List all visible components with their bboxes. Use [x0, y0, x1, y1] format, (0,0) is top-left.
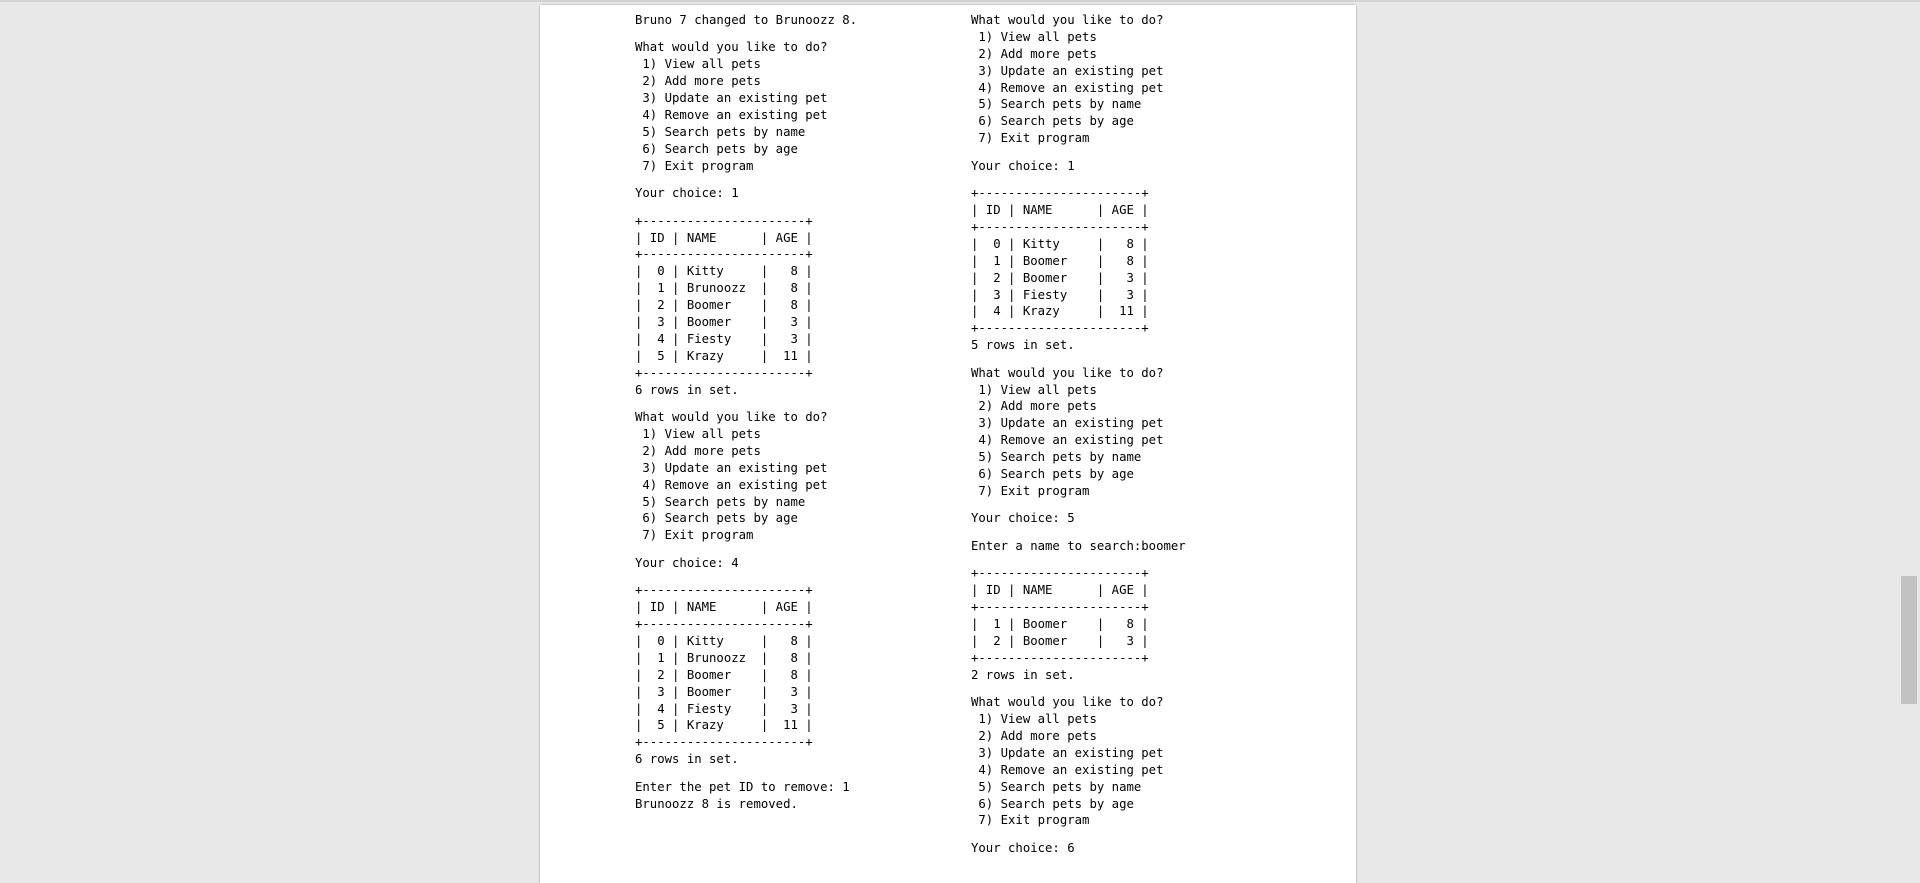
- document-page: [540, 5, 1356, 883]
- blank-line: [635, 544, 857, 555]
- text-line: 6 rows in set.: [635, 752, 739, 767]
- blank-line: [635, 768, 857, 779]
- text-line: 7) Exit program: [971, 483, 1090, 498]
- text-line: +----------------------+: [635, 247, 813, 262]
- text-line: +----------------------+: [971, 321, 1149, 336]
- text-line: +----------------------+: [971, 600, 1149, 615]
- text-line: 2) Add more pets: [971, 46, 1097, 61]
- blank-line: [971, 829, 1186, 840]
- text-line: What would you like to do?: [971, 13, 1164, 27]
- text-line: | 4 | Fiesty | 3 |: [635, 701, 813, 716]
- text-line: 4) Remove an existing pet: [635, 477, 828, 492]
- text-line: +----------------------+: [971, 650, 1149, 665]
- text-line: | 2 | Boomer | 3 |: [971, 270, 1149, 285]
- text-line: | 2 | Boomer | 8 |: [635, 667, 813, 682]
- blank-line: [971, 354, 1186, 365]
- text-line: 4) Remove an existing pet: [971, 433, 1164, 448]
- text-line: Enter the pet ID to remove: 1: [635, 779, 850, 794]
- text-line: Bruno 7 changed to Brunoozz 8.: [635, 13, 858, 27]
- text-line: 5) Search pets by name: [971, 779, 1142, 794]
- blank-line: [635, 398, 857, 409]
- text-line: | 0 | Kitty | 8 |: [635, 633, 813, 648]
- text-line: 3) Update an existing pet: [971, 416, 1164, 431]
- text-line: 7) Exit program: [635, 158, 754, 173]
- text-line: | 5 | Krazy | 11 |: [635, 718, 813, 733]
- text-line: Your choice: 5: [971, 511, 1075, 526]
- text-line: 5) Search pets by name: [971, 450, 1142, 465]
- text-line: | ID | NAME | AGE |: [971, 203, 1149, 218]
- text-line: 6) Search pets by age: [635, 511, 798, 526]
- text-line: +----------------------+: [635, 617, 813, 632]
- text-line: Your choice: 6: [971, 840, 1075, 855]
- blank-line: [971, 500, 1186, 511]
- text-line: | 1 | Boomer | 8 |: [971, 617, 1149, 632]
- blank-line: [635, 175, 857, 186]
- blank-line: [635, 29, 857, 40]
- left-text-column: [635, 12, 857, 812]
- text-line: 3) Update an existing pet: [635, 91, 828, 106]
- blank-line: [971, 175, 1186, 186]
- blank-line: [971, 147, 1186, 158]
- blank-line: [971, 527, 1186, 538]
- text-line: 6) Search pets by age: [971, 796, 1134, 811]
- text-line: | 1 | Brunoozz | 8 |: [635, 281, 813, 296]
- text-line: | 5 | Krazy | 11 |: [635, 348, 813, 363]
- text-line: 7) Exit program: [971, 131, 1090, 146]
- text-line: 5 rows in set.: [971, 338, 1075, 353]
- text-line: 7) Exit program: [971, 813, 1090, 828]
- text-line: What would you like to do?: [971, 365, 1164, 380]
- text-line: | ID | NAME | AGE |: [971, 583, 1149, 598]
- blank-line: [971, 684, 1186, 695]
- text-line: 4) Remove an existing pet: [635, 108, 828, 123]
- right-text-column: [971, 12, 1186, 857]
- text-line: 4) Remove an existing pet: [971, 762, 1164, 777]
- text-line: +----------------------+: [635, 735, 813, 750]
- text-line: 7) Exit program: [635, 528, 754, 543]
- text-line: 1) View all pets: [971, 29, 1097, 44]
- scrollbar-thumb[interactable]: [1901, 576, 1917, 704]
- text-line: Your choice: 4: [635, 555, 739, 570]
- text-line: | 4 | Fiesty | 3 |: [635, 331, 813, 346]
- text-line: 2) Add more pets: [635, 74, 761, 89]
- text-line: 4) Remove an existing pet: [971, 80, 1164, 95]
- text-line: | 2 | Boomer | 8 |: [635, 298, 813, 313]
- text-line: +----------------------+: [971, 219, 1149, 234]
- text-line: | 0 | Kitty | 8 |: [635, 264, 813, 279]
- text-line: 1) View all pets: [971, 382, 1097, 397]
- text-line: Enter a name to search:boomer: [971, 538, 1186, 553]
- text-line: What would you like to do?: [635, 40, 828, 55]
- text-line: | 3 | Fiesty | 3 |: [971, 287, 1149, 302]
- text-line: | 1 | Brunoozz | 8 |: [635, 650, 813, 665]
- text-line: | 2 | Boomer | 3 |: [971, 633, 1149, 648]
- text-line: 2) Add more pets: [971, 399, 1097, 414]
- text-line: 3) Update an existing pet: [635, 460, 828, 475]
- text-line: | 0 | Kitty | 8 |: [971, 236, 1149, 251]
- text-line: +----------------------+: [971, 186, 1149, 201]
- text-line: 5) Search pets by name: [635, 494, 806, 509]
- text-line: 2) Add more pets: [971, 729, 1097, 743]
- text-line: 3) Update an existing pet: [971, 745, 1164, 760]
- text-line: | 3 | Boomer | 3 |: [635, 315, 813, 330]
- text-line: Brunoozz 8 is removed.: [635, 796, 798, 811]
- text-line: 6) Search pets by age: [971, 114, 1134, 129]
- blank-line: [635, 572, 857, 583]
- text-line: 6) Search pets by age: [971, 467, 1134, 482]
- text-line: +----------------------+: [635, 583, 813, 598]
- text-line: What would you like to do?: [635, 410, 828, 425]
- text-line: Your choice: 1: [971, 158, 1075, 173]
- text-line: 1) View all pets: [635, 57, 761, 72]
- text-line: Your choice: 1: [635, 186, 739, 201]
- text-line: 3) Update an existing pet: [971, 63, 1164, 78]
- vertical-scrollbar[interactable]: [1898, 2, 1920, 883]
- blank-line: [635, 202, 857, 213]
- text-line: +----------------------+: [971, 566, 1149, 581]
- text-line: 2) Add more pets: [635, 443, 761, 458]
- text-line: 1) View all pets: [635, 426, 761, 441]
- blank-line: [971, 555, 1186, 566]
- text-line: | ID | NAME | AGE |: [635, 230, 813, 245]
- text-line: | 1 | Boomer | 8 |: [971, 253, 1149, 268]
- text-line: 5) Search pets by name: [971, 97, 1142, 112]
- text-line: | ID | NAME | AGE |: [635, 600, 813, 615]
- text-line: +----------------------+: [635, 213, 813, 228]
- text-line: 5) Search pets by name: [635, 124, 806, 139]
- text-line: +----------------------+: [635, 365, 813, 380]
- text-line: | 3 | Boomer | 3 |: [635, 684, 813, 699]
- text-line: What would you like to do?: [971, 695, 1164, 710]
- text-line: 1) View all pets: [971, 712, 1097, 727]
- text-line: 2 rows in set.: [971, 667, 1075, 682]
- text-line: | 4 | Krazy | 11 |: [971, 304, 1149, 319]
- text-line: 6) Search pets by age: [635, 141, 798, 156]
- text-line: 6 rows in set.: [635, 382, 739, 397]
